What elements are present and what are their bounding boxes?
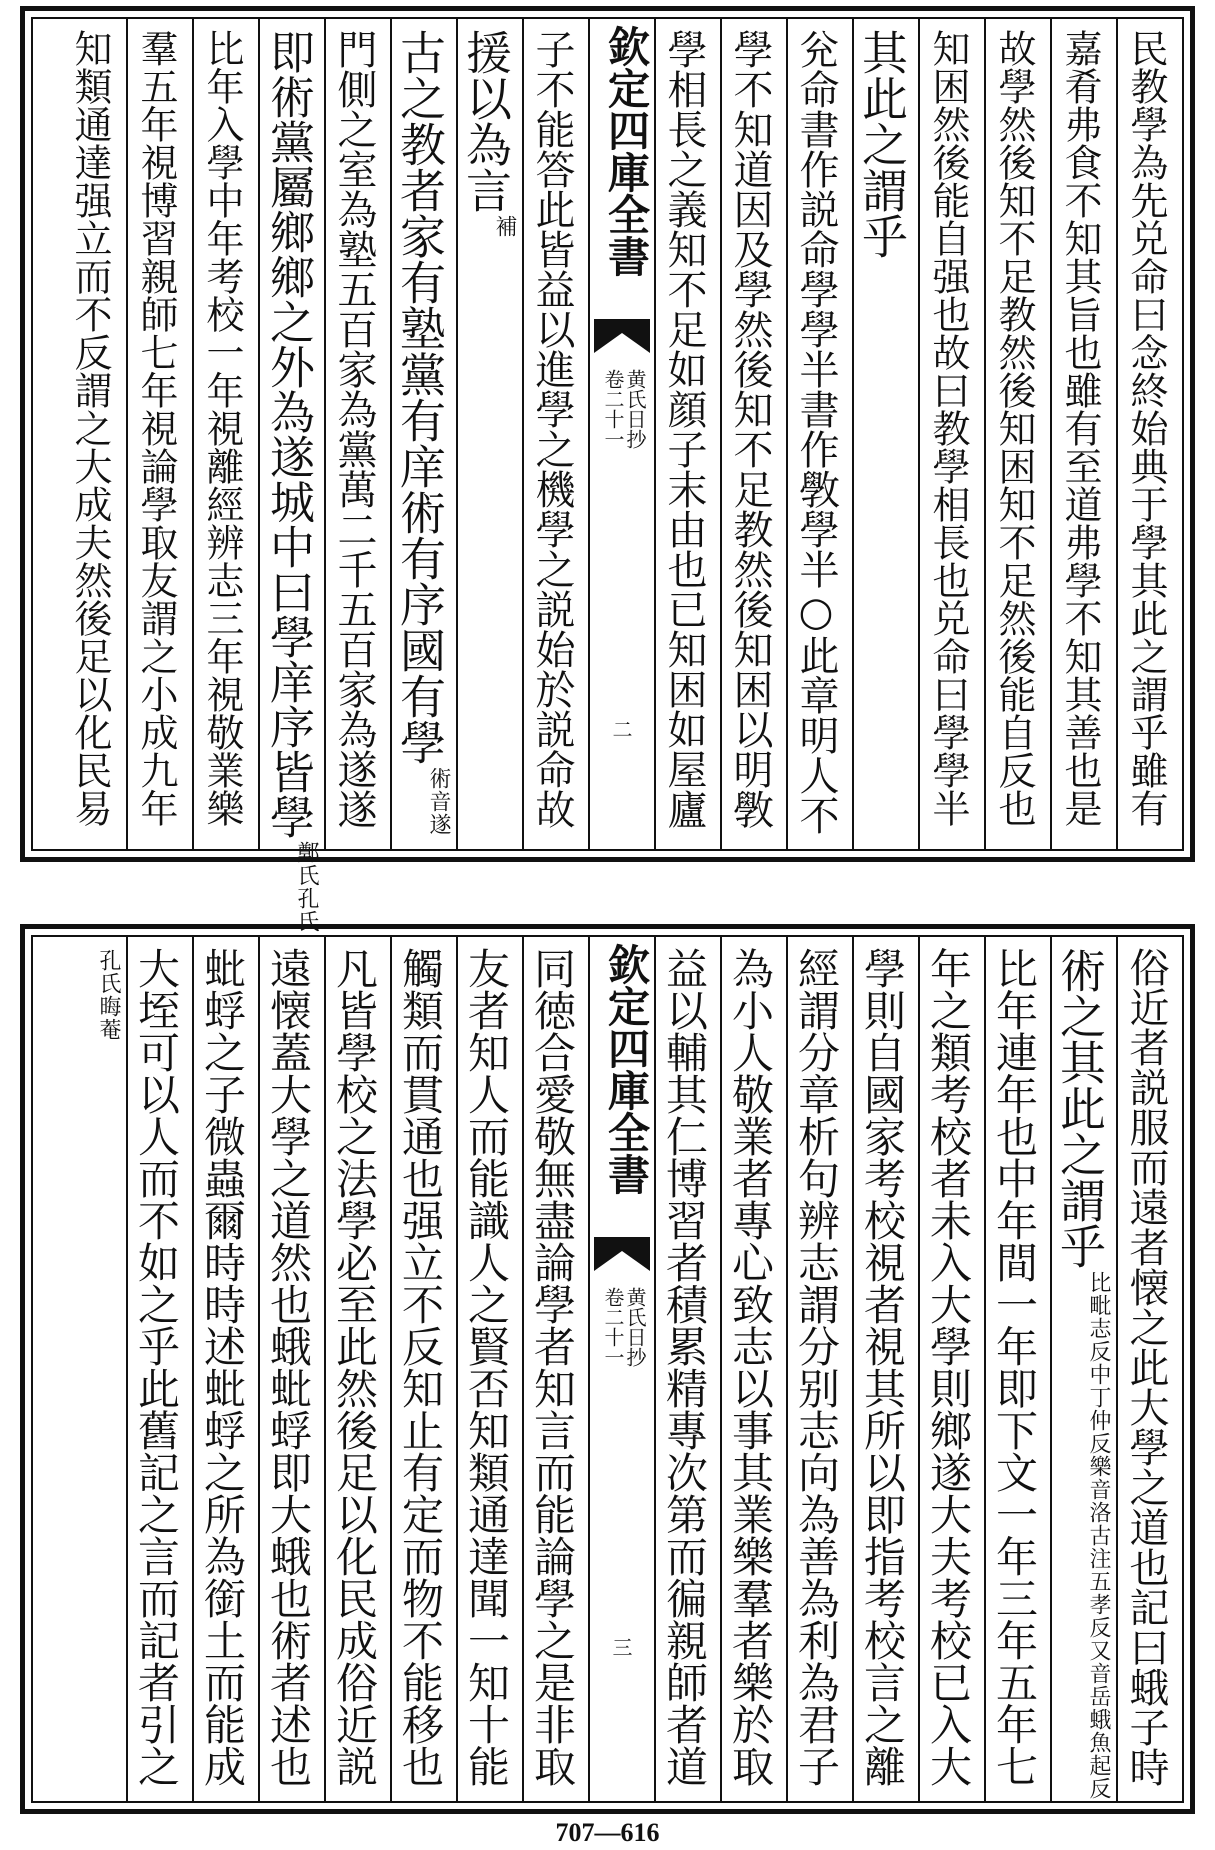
top-page-columns — [33, 19, 1182, 933]
column-text: 故學然後知不足教然後知困知不足然後能自反也 — [992, 29, 1036, 827]
text-column — [918, 19, 984, 849]
annotation-note: 比毗志反中丁仲反樂音洛古注五孝反又音岳蛾魚起反 — [1086, 1271, 1111, 1800]
text-column — [654, 937, 720, 1801]
book-name: 黄氏日抄 — [623, 369, 647, 449]
book-title: 欽定四庫全書 — [602, 25, 651, 277]
text-column — [324, 937, 390, 1801]
bottom-page-frame — [31, 935, 1184, 1803]
text-column — [30, 19, 126, 849]
column-text: 古之教者家有塾黨有庠術有序國有學 — [393, 29, 447, 765]
text-column — [258, 19, 324, 933]
column-text: 民教學為先兑命曰念終始典于學其此之謂乎雖有 — [1124, 29, 1168, 827]
column-text: 蚍蜉之子微蟲爾時時述蚍蜉之所為銜土而能成 — [198, 947, 247, 1787]
column-text: 嘉肴弗食不知其旨也雖有至道弗學不知其善也是 — [1058, 29, 1102, 827]
column-text: 學不知道因及學然後知不足教然後知困以明斆 — [727, 29, 773, 829]
column-text: 援以為言 — [459, 29, 513, 213]
column-text: 術之其此之謂乎 — [1053, 947, 1107, 1269]
text-column — [852, 937, 918, 1801]
text-column — [522, 19, 588, 849]
column-text: 同徳合愛敬無盡論學者知言而能論學之是非取 — [528, 947, 577, 1787]
text-column — [984, 937, 1050, 1801]
text-column — [522, 937, 588, 1801]
center-fold-column — [588, 937, 654, 1801]
fishtail-mark-icon — [594, 1237, 650, 1271]
top-page-frame — [31, 17, 1184, 933]
text-column — [786, 19, 852, 849]
bottom-page — [20, 924, 1195, 1814]
column-text: 其此之謂乎 — [855, 29, 909, 259]
text-column — [258, 937, 324, 1801]
column-text: 即術黨屬鄉鄉之外為遂城中曰學庠序皆學 — [262, 29, 315, 839]
page-number: 707—616 — [555, 1818, 660, 1847]
text-column — [984, 19, 1050, 849]
book-title: 欽定四庫全書 — [602, 943, 651, 1195]
text-column — [192, 937, 258, 1801]
text-column — [126, 937, 192, 1801]
text-column — [456, 19, 522, 849]
text-column — [390, 19, 456, 849]
fishtail-mark-icon — [594, 319, 650, 353]
column-text: 大垤可以人而不如之乎此舊記之言而記者引之 — [132, 947, 181, 1787]
leaf-number: 三 — [609, 1637, 633, 1657]
text-column — [390, 937, 456, 1801]
text-column — [720, 19, 786, 849]
text-column — [654, 19, 720, 849]
column-text: 子不能答此皆益以進學之機學之説始於説命故 — [529, 29, 575, 829]
text-column — [1050, 937, 1116, 1801]
column-text: 友者知人而能識人之賢否知類通達聞一知十能 — [462, 947, 511, 1787]
text-column — [720, 937, 786, 1801]
column-text: 學則自國家考校視者視其所以即指考校言之離 — [858, 947, 907, 1787]
chapter-label: 卷二十一 — [601, 369, 625, 449]
column-text: 門側之室為塾五百家為黨萬二千五百家為遂遂 — [331, 29, 377, 829]
column-text: 年之類考校者未入大學則鄉遂大夫考校已入大 — [924, 947, 973, 1787]
book-name: 黄氏日抄 — [623, 1287, 647, 1367]
column-text: 俗近者説服而遠者懐之此大學之道也記曰蛾子時 — [1123, 947, 1169, 1787]
column-text: 為小人敬業者專心致志以事其業樂羣者樂於取 — [726, 947, 775, 1787]
column-text: 兊命書作説命學學半書作斆學半○此章明人不 — [793, 29, 839, 835]
text-column — [192, 19, 258, 849]
column-text: 比年入學中年考校一年視離經辨志三年視敬業樂 — [200, 29, 244, 827]
column-text: 經謂分章析句辨志謂分别志向為善為利為君子 — [792, 947, 841, 1787]
chapter-label: 卷二十一 — [601, 1287, 625, 1367]
text-column — [456, 937, 522, 1801]
column-text: 觸類而貫通也强立不反知止有定而物不能移也 — [396, 947, 445, 1787]
text-column — [324, 19, 390, 849]
column-text: 益以輔其仁博習者積累精專次第而徧親師者道 — [660, 947, 709, 1787]
column-text: 羣五年視博習親師七年視論學取友謂之小成九年 — [134, 29, 178, 827]
column-text: 知困然後能自强也故曰教學相長也兑命曰學學半 — [926, 29, 970, 827]
text-column — [1116, 19, 1182, 849]
column-text: 學相長之義知不足如顔子末由也已知困如屋廬 — [661, 29, 707, 829]
text-column — [30, 937, 126, 1801]
text-column — [852, 19, 918, 849]
leaf-number: 二 — [609, 719, 633, 739]
column-text: 凡皆學校之法學必至此然後足以化民成俗近説 — [330, 947, 379, 1787]
text-column — [1050, 19, 1116, 849]
text-column — [786, 937, 852, 1801]
column-text: 知類通達强立而不反謂之大成夫然後足以化民易 — [68, 29, 112, 827]
text-column — [126, 19, 192, 849]
column-text: 比年連年也中年間一年即下文一年三年五年七 — [990, 947, 1039, 1787]
top-page — [20, 6, 1195, 933]
bottom-page-columns — [33, 937, 1182, 1801]
annotation-note: 術音遂 — [426, 767, 451, 836]
center-fold-column — [588, 19, 654, 849]
annotation-note: 鄭氏孔氏 — [294, 841, 319, 933]
annotation-note: 孔氏晦菴 — [96, 949, 121, 1041]
annotation-note: 補 — [492, 215, 517, 238]
text-column — [918, 937, 984, 1801]
column-text: 遠懐蓋大學之道然也蛾蚍蜉即大蛾也術者述也 — [264, 947, 313, 1787]
text-column — [1116, 937, 1182, 1801]
